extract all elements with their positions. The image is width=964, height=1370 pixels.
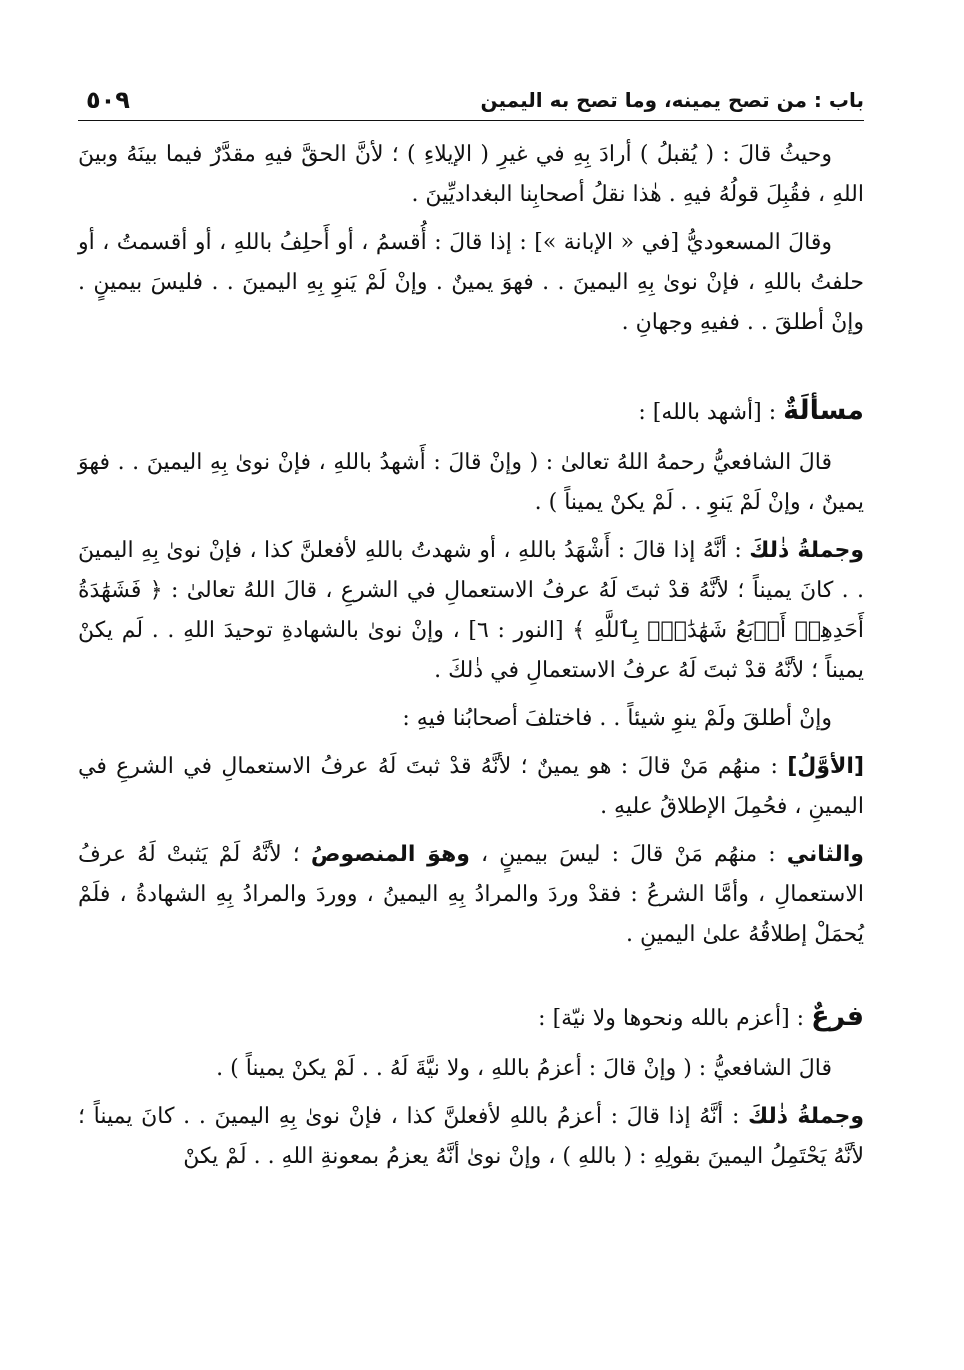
paragraph-9-text: : أنَّهُ إذا قالَ : أعزمُ باللهِ لأفعلنَّ كذا ، فإنْ نوىٰ بِهِ اليمينَ . . كانَ يميناً ؛ لأنَّهُ يَحْتَمِلُ اليمينَ بقولِهِ : ( باللهِ ) ، وإنْ نوىٰ أنَّهُ يعزمُ بمعونةِ اللهِ . . لَمْ يكنْ: [78, 1104, 864, 1169]
section-spacer: [78, 351, 864, 391]
paragraph-6-lead: [الأوَّلُ]: [787, 754, 864, 779]
paragraph-6: [78, 747, 864, 827]
paragraph-9: [78, 1097, 864, 1177]
masala-title: : [أشهد بالله] :: [638, 400, 777, 425]
paragraph-6-text: : منهُم مَنْ قالَ : هو يمينٌ ؛ لأنَّهُ قدْ ثبتَ لَهُ عرفُ الاستعمالِ في الشرعِ في اليمينِ ، فحُمِلَ الإطلاقُ عليهِ .: [78, 754, 864, 819]
paragraph-9-lead: وجملةُ ذٰلكَ: [748, 1104, 865, 1129]
far-label: فرعٌ: [811, 1001, 864, 1032]
far-title: : [أعزم بالله ونحوها ولا نيّة] :: [538, 1006, 805, 1031]
paragraph-7-text-a: : منهُم مَنْ قالَ : ليسَ بيمينٍ ،: [469, 842, 787, 867]
paragraph-7: [78, 835, 864, 955]
running-header: [78, 82, 864, 121]
paragraph-7-emphasis: وهوَ المنصوصُ: [310, 842, 470, 867]
paragraph-7-lead: والثاني: [786, 842, 864, 867]
paragraph-1: وحيثُ قالَ : ( يُقبلُ ) أرادَ بِهِ في غيرِ ( الإيلاءِ ) ؛ لأنَّ الحقَّ فيهِ مقدَّرٌ فيما بينَهُ وبينَ اللهِ ، فقُبِلَ قولُهُ فيهِ . هٰذا نقلُ أصحابِنا البغداديِّينَ .: [78, 142, 864, 207]
far-heading: [78, 997, 864, 1039]
masala-label: مسألَةٌ: [783, 395, 864, 426]
paragraph-3: قالَ الشافعيُّ رحمهُ اللهُ تعالىٰ : ( وإنْ قالَ : أَشهدُ باللهِ ، فإنْ نوىٰ بِهِ اليمينَ . . فهوَ يمينٌ ، وإنْ لَمْ يَنوِ . . لَمْ يكنْ يميناً ) .: [78, 450, 864, 515]
chapter-title: باب : من تصح يمينه، وما تصح به اليمين: [480, 88, 864, 112]
page-number: ٥٠٩: [86, 86, 130, 114]
paragraph-4-text: : أنَّهُ إذا قالَ : أَشْهَدُ باللهِ ، أو شهدتُ باللهِ لأفعلنَّ كذا ، فإنْ نوىٰ بِهِ اليمينَ . . كانَ يميناً ؛ لأنَّهُ قدْ ثبتَ لَهُ عرفُ الاستعمالِ في الشرعِ ، قالَ اللهُ تعالىٰ : ﴿ فَشَهَٰدَةُ أَحَدِهِمۡ أَرۡبَعُ شَهَٰدَٰتِۭ بِٱللَّهِ ﴾ [النور : ٦] ، وإنْ نوىٰ بالشهادةِ توحيدَ اللهِ . . لَم يكنْ يميناً ؛ لأنَّهُ قدْ ثبتَ لَهُ عرفُ الاستعمالِ في ذٰلكَ .: [78, 538, 864, 683]
paragraph-8: قالَ الشافعيُّ : ( وإنْ قالَ : أعزمُ باللهِ ، ولا نيَّةَ لَهُ . . لَمْ يكنْ يميناً ) .: [216, 1056, 832, 1081]
paragraph-4: [78, 531, 864, 691]
paragraph-2: وقالَ المسعوديُّ [في « الإبانة »] : إذا قالَ : أُقسمُ ، أو أَحلِفُ باللهِ ، أو أقسمتُ ، أو حلفتُ باللهِ ، فإنْ نوىٰ بِهِ اليمينَ . . فهوَ يمينٌ . وإنْ لَمْ يَنوِ بِهِ اليمينَ . . فليسَ بيمينٍ . وإنْ أطلقَ . . ففيهِ وجهانِ .: [78, 230, 864, 335]
paragraph-5: وإنْ أطلقَ ولَمْ ينوِ شيئاً . . فاختلفَ أصحابُنا فيهِ :: [402, 706, 832, 731]
paragraph-7-text-b: ؛ لأنَّهُ لَمْ يَثبتْ لَهُ عرفُ الاستعمالِ ، وأمَّا الشرعُ : فقدْ وردَ والمرادُ بِهِ اليمينُ ، ووردَ والمرادُ بِهِ الشهادةُ ، فلَمْ يُحمَلْ إطلاقُهُ علىٰ اليمينِ .: [78, 842, 864, 947]
document-page: [78, 82, 864, 1352]
masala-heading: [78, 391, 864, 433]
section-spacer-2: [78, 963, 864, 997]
paragraph-4-lead: وجملةُ ذٰلكَ: [749, 538, 865, 563]
